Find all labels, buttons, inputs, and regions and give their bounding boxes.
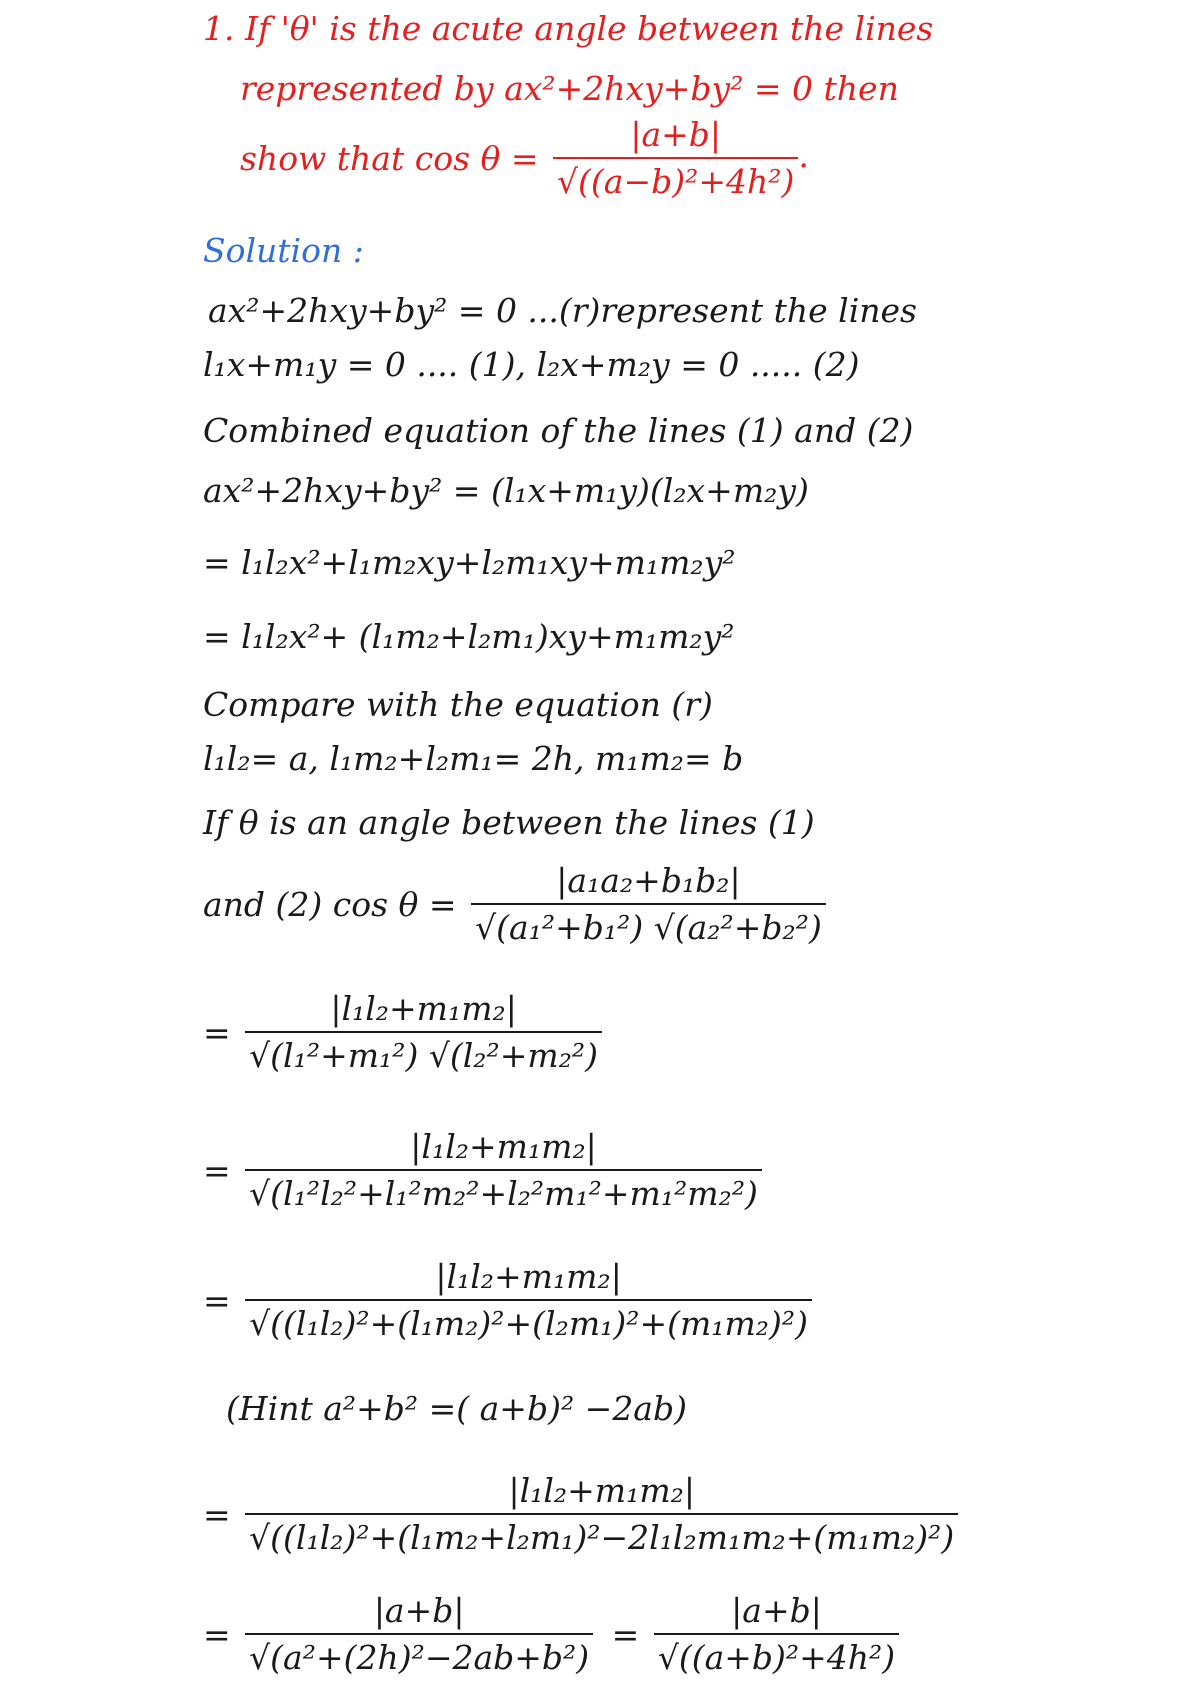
fraction-3-denominator: √((l₁l₂)²+(l₁m₂)²+(l₂m₁)²+(m₁m₂)²): [245, 1299, 812, 1340]
solution-step-4: ax²+2hxy+by² = (l₁x+m₁y)(l₂x+m₂y): [203, 471, 809, 510]
solution-step-9: If θ is an angle between the lines (1): [203, 803, 815, 842]
question-fraction: [553, 115, 798, 201]
question-line-3: [240, 115, 809, 201]
cos-theta-fraction: [471, 861, 826, 947]
fraction-3-numerator: |l₁l₂+m₁m₂|: [435, 1257, 622, 1296]
fraction-4-numerator: |l₁l₂+m₁m₂|: [508, 1471, 695, 1510]
fraction-step-5: [203, 1591, 899, 1677]
fraction-1: [245, 989, 602, 1075]
fraction-5-denominator: √(a²+(2h)²−2ab+b²): [245, 1633, 593, 1674]
equals-sign: =: [203, 1150, 231, 1190]
fraction-step-3: [203, 1257, 812, 1343]
question-prefix: show that cos θ =: [240, 138, 539, 178]
equals-sign: =: [203, 1280, 231, 1320]
solution-step-2: l₁x+m₁y = 0 .... (1), l₂x+m₂y = 0 ..... (2): [203, 345, 860, 384]
fraction-step-4: [203, 1471, 958, 1557]
question-period: .: [798, 136, 809, 175]
fraction-step-1: [203, 989, 602, 1075]
question-line-1: 1. If 'θ' is the acute angle between the lines: [203, 9, 934, 48]
fraction-6-numerator: |a+b|: [731, 1591, 822, 1630]
equals-sign: =: [203, 1494, 231, 1534]
solution-step-10: [203, 861, 826, 947]
fraction-2-numerator: |l₁l₂+m₁m₂|: [410, 1127, 597, 1166]
fraction-5: [245, 1591, 593, 1677]
question-line-2: represented by ax²+2hxy+by² = 0 then: [240, 69, 899, 108]
solution-step-1: ax²+2hxy+by² = 0 ...(r)represent the lines: [208, 291, 917, 330]
fraction-2: [245, 1127, 762, 1213]
solution-step-3: Combined equation of the lines (1) and (2): [203, 411, 914, 450]
solution-step-5: = l₁l₂x²+l₁m₂xy+l₂m₁xy+m₁m₂y²: [203, 543, 736, 582]
fraction-1-denominator: √(l₁²+m₁²) √(l₂²+m₂²): [245, 1031, 602, 1072]
fraction-2-denominator: √(l₁²l₂²+l₁²m₂²+l₂²m₁²+m₁²m₂²): [245, 1169, 762, 1210]
fraction-6-denominator: √((a+b)²+4h²): [654, 1633, 899, 1674]
cos-theta-numerator: |a₁a₂+b₁b₂|: [556, 861, 741, 900]
hint-line: (Hint a²+b² =( a+b)² −2ab): [226, 1389, 687, 1428]
question-fraction-denominator: √((a−b)²+4h²): [553, 157, 798, 198]
cos-theta-prefix: and (2) cos θ =: [203, 884, 457, 924]
fraction-6: [654, 1591, 899, 1677]
fraction-5-numerator: |a+b|: [373, 1591, 465, 1630]
solution-heading: Solution :: [203, 231, 364, 270]
fraction-step-2: [203, 1127, 762, 1213]
solution-step-6: = l₁l₂x²+ (l₁m₂+l₂m₁)xy+m₁m₂y²: [203, 617, 735, 656]
solution-step-8: l₁l₂= a, l₁m₂+l₂m₁= 2h, m₁m₂= b: [203, 739, 744, 778]
fraction-4: [245, 1471, 958, 1557]
equals-sign: =: [203, 1012, 231, 1052]
equals-sign: =: [611, 1614, 640, 1654]
solution-step-7: Compare with the equation (r): [203, 685, 713, 724]
cos-theta-denominator: √(a₁²+b₁²) √(a₂²+b₂²): [471, 903, 826, 944]
fraction-1-numerator: |l₁l₂+m₁m₂|: [330, 989, 517, 1028]
question-fraction-numerator: |a+b|: [630, 115, 722, 154]
fraction-4-denominator: √((l₁l₂)²+(l₁m₂+l₂m₁)²−2l₁l₂m₁m₂+(m₁m₂)²): [245, 1513, 958, 1554]
fraction-3: [245, 1257, 812, 1343]
equals-sign: =: [203, 1614, 231, 1654]
